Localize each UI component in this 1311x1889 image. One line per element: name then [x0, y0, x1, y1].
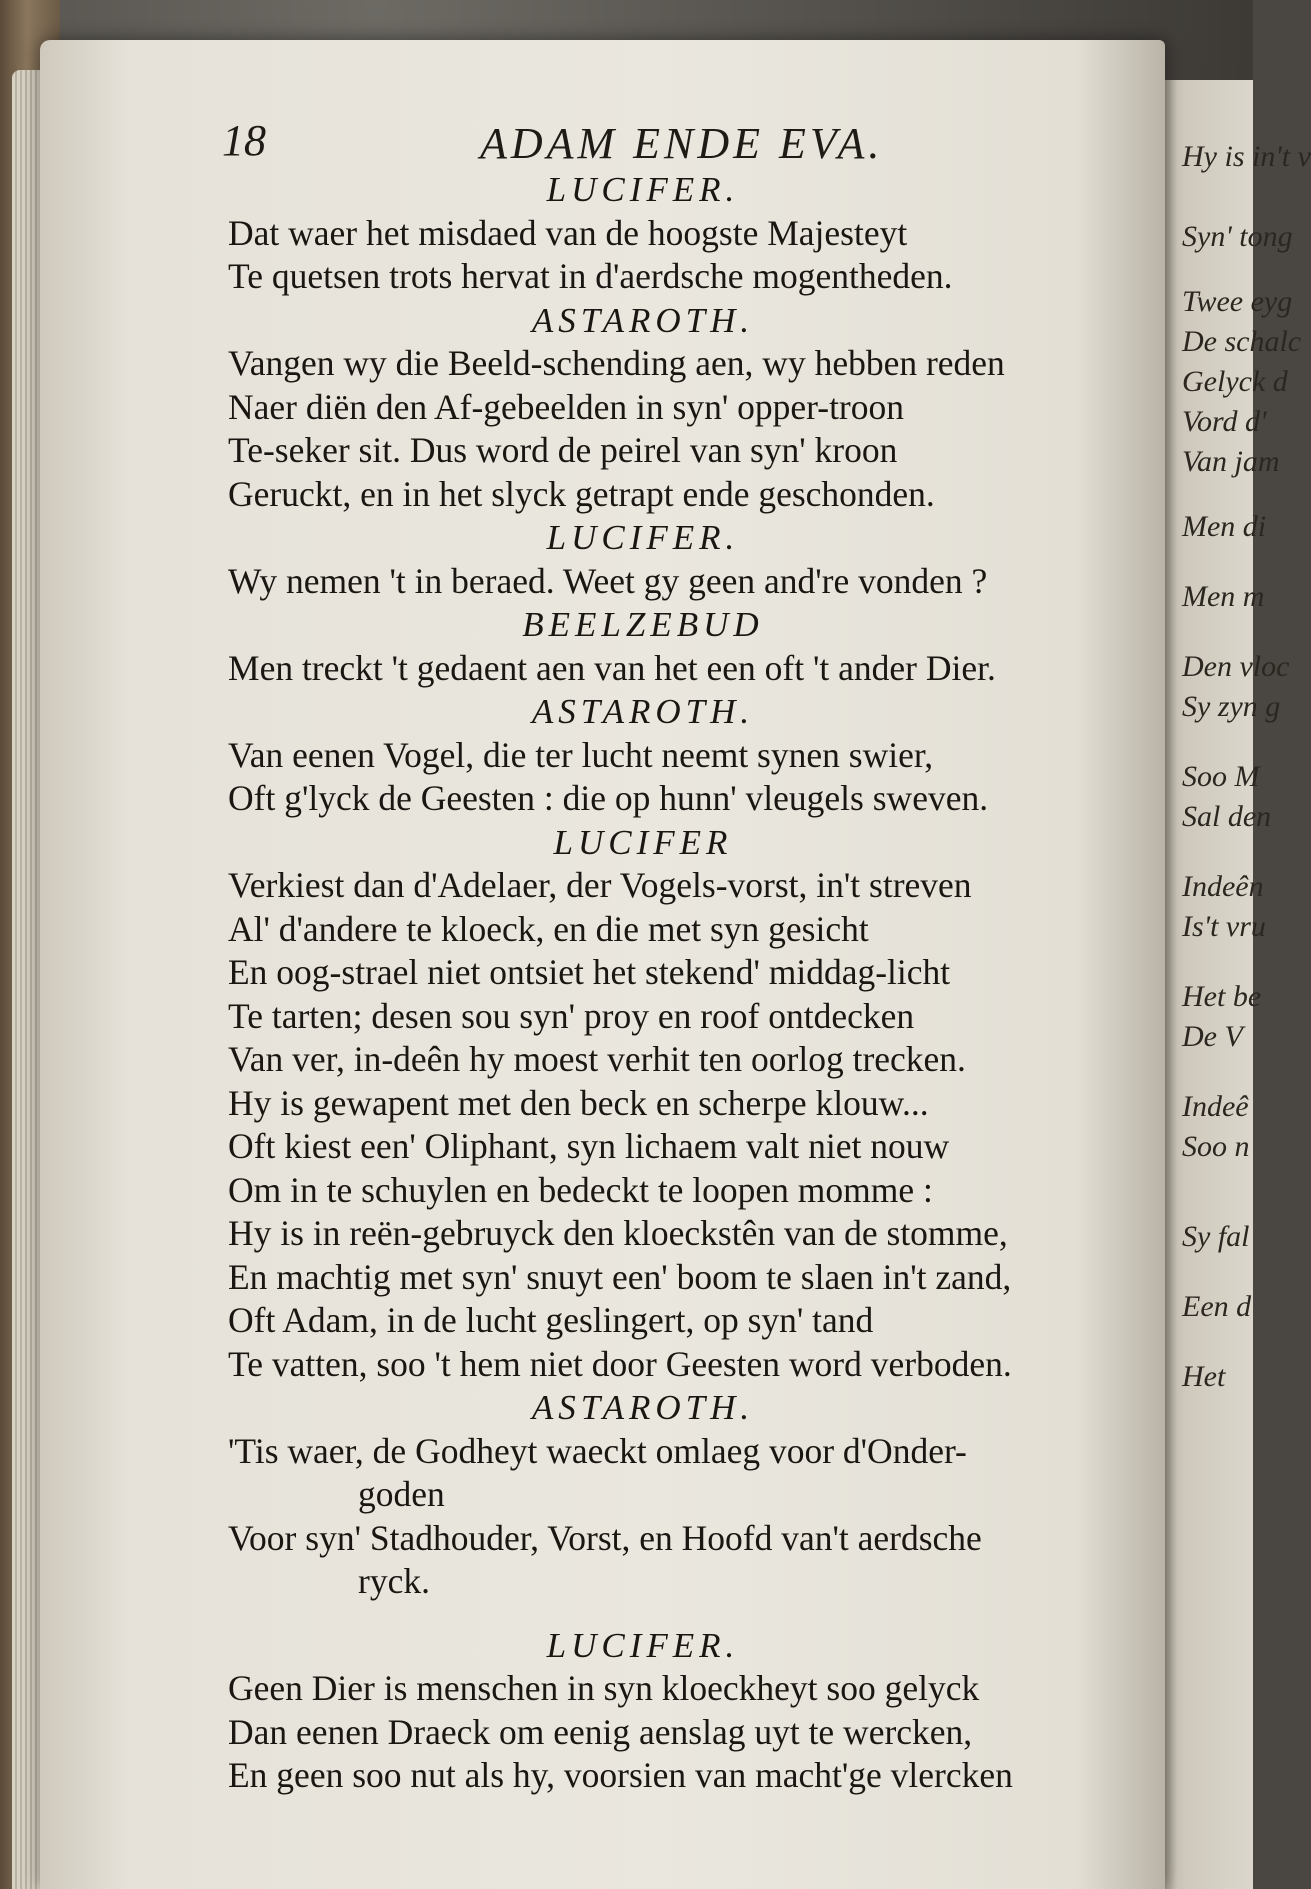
facing-page-fragment: Hy is in't v: [1182, 140, 1311, 173]
verse-line-continuation: ryck.: [358, 1561, 430, 1601]
verse-line: Dan eenen Draeck om eenig aenslag uyt te wercken,: [228, 1711, 973, 1752]
facing-page-fragment: Soo n: [1182, 1130, 1250, 1163]
facing-page-fragment: De V: [1182, 1020, 1243, 1053]
verse-line: Oft Adam, in de lucht geslingert, op syn' tand: [228, 1300, 874, 1340]
verse-line: Wy nemen 't in beraed. Weet gy geen and're vonden ?: [228, 560, 988, 601]
facing-page-fragment: Gelyck d: [1182, 365, 1288, 398]
facing-page-fragment: Is't vru: [1182, 910, 1266, 943]
speaker-name: BEELZEBUD: [522, 605, 764, 644]
speaker-name: LUCIFER: [553, 822, 733, 862]
facing-page-fragment: Indeê: [1182, 1090, 1249, 1123]
speaker-name: LUCIFER.: [546, 170, 740, 209]
facing-page-fragment: De schalc: [1182, 325, 1302, 358]
facing-page-fragment: Men m: [1182, 580, 1265, 613]
facing-page-fragment: Sal den: [1182, 800, 1272, 833]
verse-line: Naer diën den Af-gebeelden in syn' opper-troon: [228, 386, 905, 427]
verse-line: En geen soo nut als hy, voorsien van macht'ge vlercken: [228, 1755, 1013, 1795]
facing-page-fragment: Het: [1182, 1360, 1226, 1393]
verse-line: Hy is in reën-gebruyck den kloeckstên van de stomme,: [228, 1213, 1008, 1253]
verse-line: Oft g'lyck de Geesten : die op hunn' vleugels sweven.: [228, 778, 989, 818]
verse-line: Men treckt 't gedaent aen van het een oft 't ander Dier.: [228, 647, 996, 688]
facing-page-fragment: Indeên: [1182, 870, 1264, 903]
verse-line: Te tarten; desen sou syn' proy en roof ontdecken: [228, 995, 915, 1036]
verse-line: Voor syn' Stadhouder, Vorst, en Hoofd van't aerdsche: [228, 1517, 982, 1558]
verse-text: [228, 168, 1168, 1798]
facing-page-fragment: Van jam: [1182, 445, 1280, 478]
verse-line: Van eenen Vogel, die ter lucht neemt synen swier,: [228, 734, 934, 775]
verse-line: Vangen wy die Beeld-schending aen, wy hebben reden: [228, 343, 1005, 383]
speaker-name: LUCIFER.: [546, 518, 740, 557]
verse-line: Dat waer het misdaed van de hoogste Majesteyt: [228, 212, 908, 253]
verse-line: En machtig met syn' snuyt een' boom te slaen in't zand,: [228, 1256, 1012, 1297]
verse-line: Te quetsen trots hervat in d'aerdsche mogentheden.: [228, 256, 953, 296]
speaker-name: LUCIFER.: [546, 1625, 740, 1665]
facing-page-fragment: Het be: [1182, 980, 1262, 1013]
verse-line: Om in te schuylen en bedeckt te loopen momme :: [228, 1169, 933, 1210]
verse-line: 'Tis waer, de Godheyt waeckt omlaeg voor d'Onder-: [228, 1430, 967, 1471]
facing-page-fragment: Den vloc: [1182, 650, 1290, 683]
facing-page: [1160, 80, 1311, 1889]
facing-page-fragment: Soo M: [1182, 760, 1260, 793]
verse-line: Van ver, in-deên hy moest verhit ten oorlog trecken.: [228, 1039, 966, 1079]
facing-page-fragment: Sy fal: [1182, 1220, 1250, 1253]
running-title: ADAM ENDE EVA.: [480, 119, 884, 168]
verse-line: Hy is gewapent met den beck en scherpe klouw...: [228, 1082, 929, 1123]
speaker-name: ASTAROTH.: [531, 692, 755, 731]
verse-line: Al' d'andere te kloeck, en die met syn gesicht: [228, 908, 869, 949]
verse-line: Verkiest dan d'Adelaer, der Vogels-vorst, in't streven: [228, 865, 972, 905]
facing-page-fragment: Men di: [1182, 510, 1267, 543]
facing-page-fragment: Een d: [1182, 1290, 1252, 1323]
speaker-name: ASTAROTH.: [531, 300, 755, 340]
verse-line: Geruckt, en in het slyck getrapt ende geschonden.: [228, 473, 935, 514]
facing-page-fragment: Syn' tong: [1182, 220, 1293, 253]
verse-line: Te vatten, soo 't hem niet door Geesten word verboden.: [228, 1343, 1012, 1384]
speaker-name: ASTAROTH.: [531, 1388, 755, 1427]
facing-page-fragment: Twee eyg: [1182, 285, 1293, 318]
facing-page-fragment: Sy zyn g: [1182, 690, 1281, 723]
verse-line: Geen Dier is menschen in syn kloeckheyt soo gelyck: [228, 1668, 980, 1708]
facing-page-fragment: Vord d': [1182, 405, 1267, 438]
verse-line-continuation: goden: [358, 1474, 445, 1514]
page-number: 18: [222, 116, 266, 165]
verse-line: En oog-strael niet ontsiet het stekend' middag-licht: [228, 952, 951, 992]
verse-line: Oft kiest een' Oliphant, syn lichaem valt niet nouw: [228, 1126, 950, 1166]
verse-line: Te-seker sit. Dus word de peirel van syn' kroon: [228, 430, 898, 470]
spacer: [228, 1604, 1168, 1624]
